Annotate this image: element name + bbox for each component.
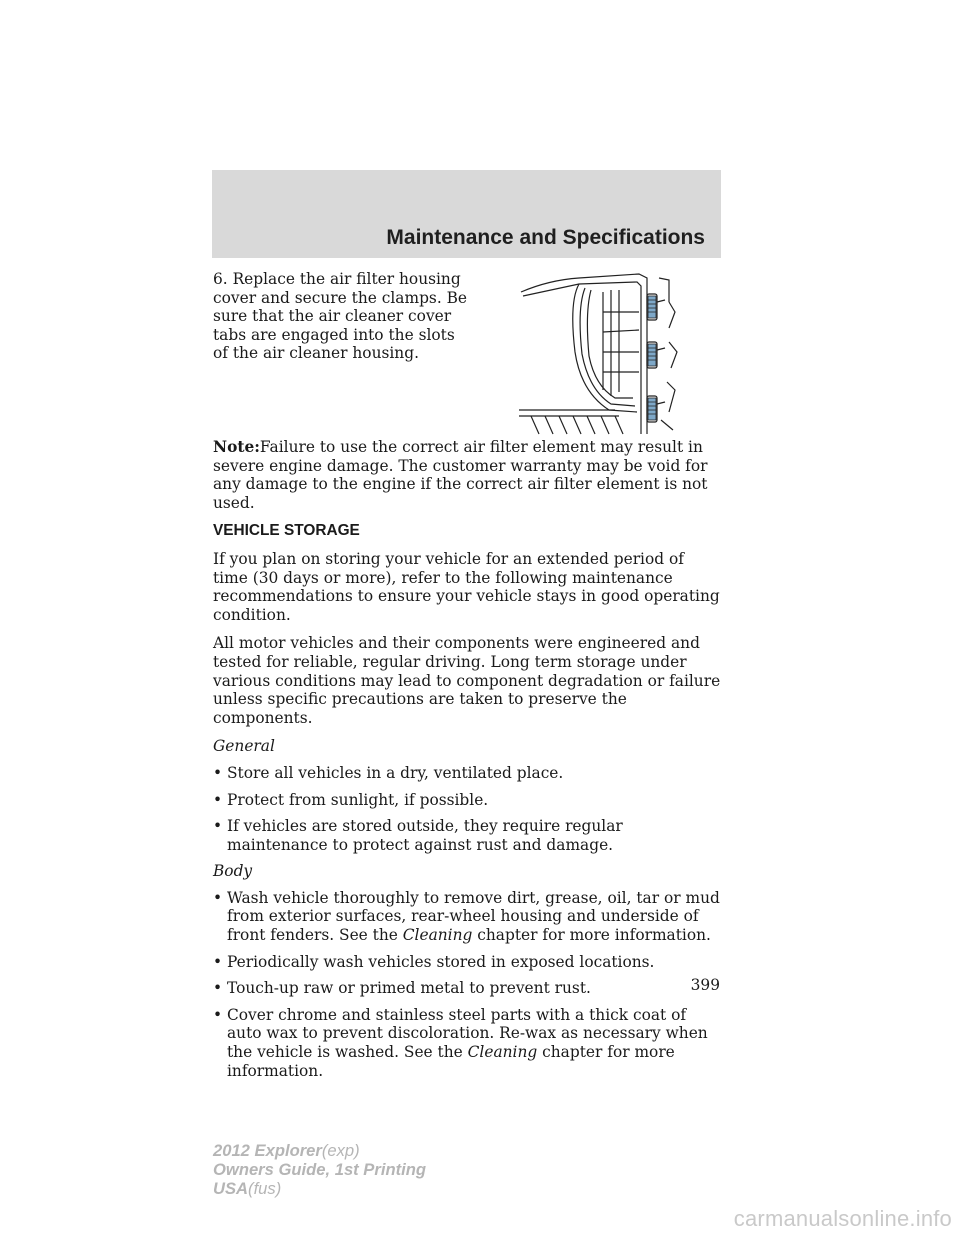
page-content: [213, 270, 721, 1088]
storage-engineering-paragraph: All motor vehicles and their components were engineered and tested for reliable, regular driving. Long term storage under various conditions may lead to component degradation or failure unless specific precautions are taken to preserve the components.: [213, 634, 721, 727]
bullet-icon: •: [213, 888, 223, 907]
bullet-icon: •: [213, 952, 223, 971]
section-header-band: [212, 170, 721, 258]
section-title: Maintenance and Specifications: [386, 226, 705, 249]
list-item: • Periodically wash vehicles stored in exposed locations.: [213, 952, 655, 971]
page-number: 399: [690, 976, 720, 994]
list-item: • Touch-up raw or primed metal to prevent rust.: [213, 979, 591, 998]
bullet-icon: •: [213, 1005, 223, 1024]
note-label: Note:: [213, 438, 260, 456]
list-item: • Protect from sunlight, if possible.: [213, 790, 489, 809]
bullet-icon: •: [213, 763, 223, 782]
cleaning-chapter-reference: Cleaning: [402, 926, 473, 945]
bullet-icon: •: [213, 817, 223, 836]
bullet-icon: •: [213, 979, 223, 998]
vehicle-storage-heading: VEHICLE STORAGE: [213, 522, 360, 540]
general-list: [213, 764, 721, 854]
print-footer: 2012 Explorer(exp) Owners Guide, 1st Printing USA(fus): [213, 1141, 426, 1198]
general-subheading: General: [213, 737, 275, 756]
step-6-text: 6. Replace the air filter housing cover and secure the clamps. Be sure that the air cleaner cover tabs are engaged into the slots of the air cleaner housing.: [213, 270, 468, 363]
list-item: • If vehicles are stored outside, they require regular maintenance to protect against rust and damage.: [213, 817, 623, 854]
watermark: carmanualsonline.info: [733, 1206, 952, 1231]
bullet-icon: •: [213, 790, 223, 809]
body-subheading: Body: [213, 862, 253, 881]
body-list: [213, 889, 721, 1080]
cleaning-chapter-reference: Cleaning: [467, 1043, 538, 1062]
list-item: • Cover chrome and stainless steel parts with a thick coat of auto wax to prevent discoloration. Re-wax as necessary when the vehicle is washed. See the Cleaning chapter for more information.: [213, 1005, 708, 1080]
note-paragraph: [213, 438, 721, 512]
storage-intro-paragraph: If you plan on storing your vehicle for an extended period of time (30 days or more), refer to the following maintenance recommendations to ensure your vehicle stays in good operating condition.: [213, 549, 720, 624]
list-item: • Store all vehicles in a dry, ventilated place.: [213, 763, 564, 782]
note-text: Failure to use the correct air filter element may result in severe engine damage. The customer warranty may be void for any damage to the engine if the correct air filter element is not used.: [213, 438, 708, 512]
air-filter-housing-illustration: [519, 272, 709, 436]
list-item: • Wash vehicle thoroughly to remove dirt, grease, oil, tar or mud from exterior surfaces, rear-wheel housing and underside of front fenders. See the Cleaning chapter for more information.: [213, 888, 720, 945]
